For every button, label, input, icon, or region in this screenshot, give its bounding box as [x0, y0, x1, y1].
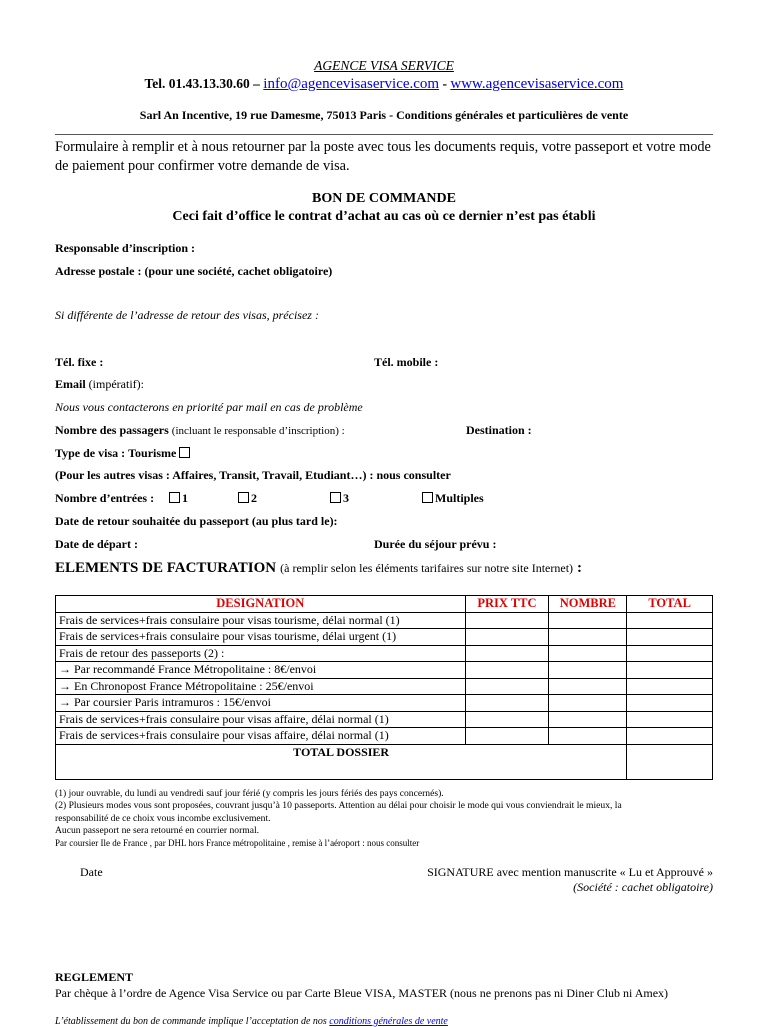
- signature-note: (Société : cachet obligatoire): [573, 880, 713, 894]
- prix-cell[interactable]: [465, 662, 549, 679]
- destination-label: Destination :: [466, 423, 532, 437]
- total-cell[interactable]: [627, 612, 713, 629]
- adresse-label: Adresse postale : (pour une société, cachet obligatoire): [55, 264, 333, 278]
- entree-3-label: 3: [343, 491, 349, 505]
- email-field-label: [55, 377, 144, 392]
- table-row: [56, 629, 713, 646]
- total-row: [56, 744, 713, 779]
- nombre-cell[interactable]: [549, 695, 627, 712]
- nombre-cell[interactable]: [549, 629, 627, 646]
- designation-cell: Frais de retour des passeports (2) :: [56, 645, 466, 662]
- total-cell[interactable]: [627, 662, 713, 679]
- website-link[interactable]: www.agencevisaservice.com: [450, 76, 624, 92]
- contact-note: Nous vous contacterons en priorité par mail en cas de problème: [55, 400, 363, 414]
- prix-cell[interactable]: [465, 645, 549, 662]
- adresse-retour-label: Si différente de l’adresse de retour des visas, précisez :: [55, 308, 319, 322]
- billing-colon: :: [577, 560, 583, 576]
- divider: [55, 134, 713, 135]
- nombre-cell[interactable]: [549, 728, 627, 745]
- signature-label: SIGNATURE avec mention manuscrite « Lu et Approuvé »: [427, 865, 713, 879]
- entree-multiples-label: Multiples: [435, 491, 484, 505]
- designation-cell: → Par recommandé France Métropolitaine : 8€/envoi: [56, 662, 466, 679]
- date-retour-label: Date de retour souhaitée du passeport (au plus tard le):: [55, 514, 338, 528]
- entree-option-multiples[interactable]: [422, 491, 484, 506]
- table-row: [56, 695, 713, 712]
- header-total: TOTAL: [627, 596, 713, 613]
- nombre-cell[interactable]: [549, 678, 627, 695]
- contact-line: [0, 76, 768, 93]
- entree-option-2[interactable]: [238, 491, 257, 506]
- email-note: (impératif):: [88, 377, 144, 391]
- total-dossier-value[interactable]: [627, 744, 713, 779]
- conditions-link[interactable]: conditions générales de vente: [329, 1016, 448, 1027]
- autres-visas-note: (Pour les autres visas : Affaires, Transit, Travail, Etudiant…) : nous consulter: [55, 468, 451, 482]
- reglement-footer: [55, 1016, 448, 1027]
- nombre-cell[interactable]: [549, 711, 627, 728]
- total-cell[interactable]: [627, 711, 713, 728]
- checkbox-icon[interactable]: [330, 492, 341, 503]
- footnote-2a: (2) Plusieurs modes vous sont proposées, couvrant jusqu’à 10 passeports. Attention au délai pour choisir le mode qui vous conviendrait le mieux, la: [55, 800, 622, 812]
- billing-note: (à remplir selon les éléments tarifaires sur notre site Internet): [280, 561, 574, 575]
- checkbox-icon[interactable]: [169, 492, 180, 503]
- billing-table: [55, 595, 713, 780]
- table-row: [56, 612, 713, 629]
- prix-cell[interactable]: [465, 711, 549, 728]
- separator: -: [442, 76, 447, 91]
- table-row: [56, 662, 713, 679]
- footnote-4: Par coursier Ile de France , par DHL hors France métropolitaine , remise à l’aéroport : nous consulter: [55, 838, 420, 849]
- prix-cell[interactable]: [465, 629, 549, 646]
- footnote-2b: responsabilité de ce choix vous incombe exclusivement.: [55, 812, 271, 824]
- total-cell[interactable]: [627, 695, 713, 712]
- entree-2-label: 2: [251, 491, 257, 505]
- designation-cell: Frais de services+frais consulaire pour visas tourisme, délai urgent (1): [56, 629, 466, 646]
- table-header-row: [56, 596, 713, 613]
- passagers-note: (incluant le responsable d’inscription) :: [171, 425, 345, 437]
- type-visa-field: [55, 446, 192, 461]
- footnote-3: Aucun passeport ne sera retourné en courrier normal.: [55, 824, 260, 836]
- billing-heading: [55, 559, 582, 577]
- prix-cell[interactable]: [465, 695, 549, 712]
- date-label: Date: [80, 865, 103, 879]
- nombre-cell[interactable]: [549, 612, 627, 629]
- agency-name: AGENCE VISA SERVICE: [314, 58, 454, 73]
- prix-cell[interactable]: [465, 728, 549, 745]
- table-row: [56, 711, 713, 728]
- entree-option-1[interactable]: [169, 491, 188, 506]
- total-cell[interactable]: [627, 645, 713, 662]
- reglement-text: Par chèque à l’ordre de Agence Visa Service ou par Carte Bleue VISA, MASTER (nous ne prenons pas ni Diner Club ni Amex): [55, 986, 669, 1000]
- email-link[interactable]: info@agencevisaservice.com: [263, 76, 440, 92]
- prix-cell[interactable]: [465, 678, 549, 695]
- entree-option-3[interactable]: [330, 491, 349, 506]
- intro-text: Formulaire à remplir et à nous retourner par la poste avec tous les documents requis, votre passeport et votre mode de paiement pour confirmer votre demande de visa.: [55, 139, 711, 174]
- table-row: [56, 678, 713, 695]
- reglement-title: REGLEMENT: [55, 970, 134, 984]
- total-dossier-label: TOTAL DOSSIER: [56, 744, 627, 779]
- header-designation: DESIGNATION: [56, 596, 466, 613]
- checkbox-icon[interactable]: [422, 492, 433, 503]
- footnotes: [55, 788, 715, 849]
- nombre-cell[interactable]: [549, 645, 627, 662]
- designation-cell: Frais de services+frais consulaire pour visas affaire, délai normal (1): [56, 711, 466, 728]
- responsable-label: Responsable d’inscription :: [55, 241, 196, 255]
- type-visa-label: Type de visa :: [55, 446, 126, 460]
- footnote-1: (1) jour ouvrable, du lundi au vendredi sauf jour férié (y compris les jours fériés des pays concernés).: [55, 788, 444, 799]
- tel-mobile-label: Tél. mobile :: [374, 355, 439, 369]
- order-title: BON DE COMMANDE: [312, 191, 456, 206]
- tel-fixe-label: Tél. fixe :: [55, 355, 104, 369]
- nombre-cell[interactable]: [549, 662, 627, 679]
- tourisme-checkbox[interactable]: [179, 447, 190, 458]
- header-nombre: NOMBRE: [549, 596, 627, 613]
- table-row: [56, 645, 713, 662]
- reglement-footer-text: L’établissement du bon de commande implique l’acceptation de nos: [55, 1016, 327, 1027]
- entrees-label: Nombre d’entrées :: [55, 491, 155, 505]
- type-visa-value: Tourisme: [128, 446, 177, 460]
- company-address: Sarl An Incentive, 19 rue Damesme, 75013 Paris - Conditions générales et particulières de vente: [139, 108, 629, 122]
- passagers-label: Nombre des passagers: [55, 423, 169, 437]
- entree-1-label: 1: [182, 491, 188, 505]
- designation-cell: Frais de services+frais consulaire pour visas affaire, délai normal (1): [56, 728, 466, 745]
- order-subtitle: Ceci fait d’office le contrat d’achat au cas où ce dernier n’est pas établi: [172, 209, 596, 224]
- total-cell[interactable]: [627, 678, 713, 695]
- phone-number: Tel. 01.43.13.30.60 –: [144, 76, 260, 91]
- total-cell[interactable]: [627, 728, 713, 745]
- date-depart-label: Date de départ :: [55, 537, 138, 551]
- passagers-field: [55, 423, 345, 438]
- total-cell[interactable]: [627, 629, 713, 646]
- prix-cell[interactable]: [465, 612, 549, 629]
- table-row: [56, 728, 713, 745]
- designation-cell: Frais de services+frais consulaire pour visas tourisme, délai normal (1): [56, 612, 466, 629]
- designation-cell: → En Chronopost France Métropolitaine : 25€/envoi: [56, 678, 466, 695]
- checkbox-icon[interactable]: [238, 492, 249, 503]
- billing-title: ELEMENTS DE FACTURATION: [55, 560, 277, 576]
- header-prix: PRIX TTC: [465, 596, 549, 613]
- designation-cell: → Par coursier Paris intramuros : 15€/envoi: [56, 695, 466, 712]
- duree-label: Durée du séjour prévu :: [374, 537, 497, 551]
- email-label: Email: [55, 377, 86, 391]
